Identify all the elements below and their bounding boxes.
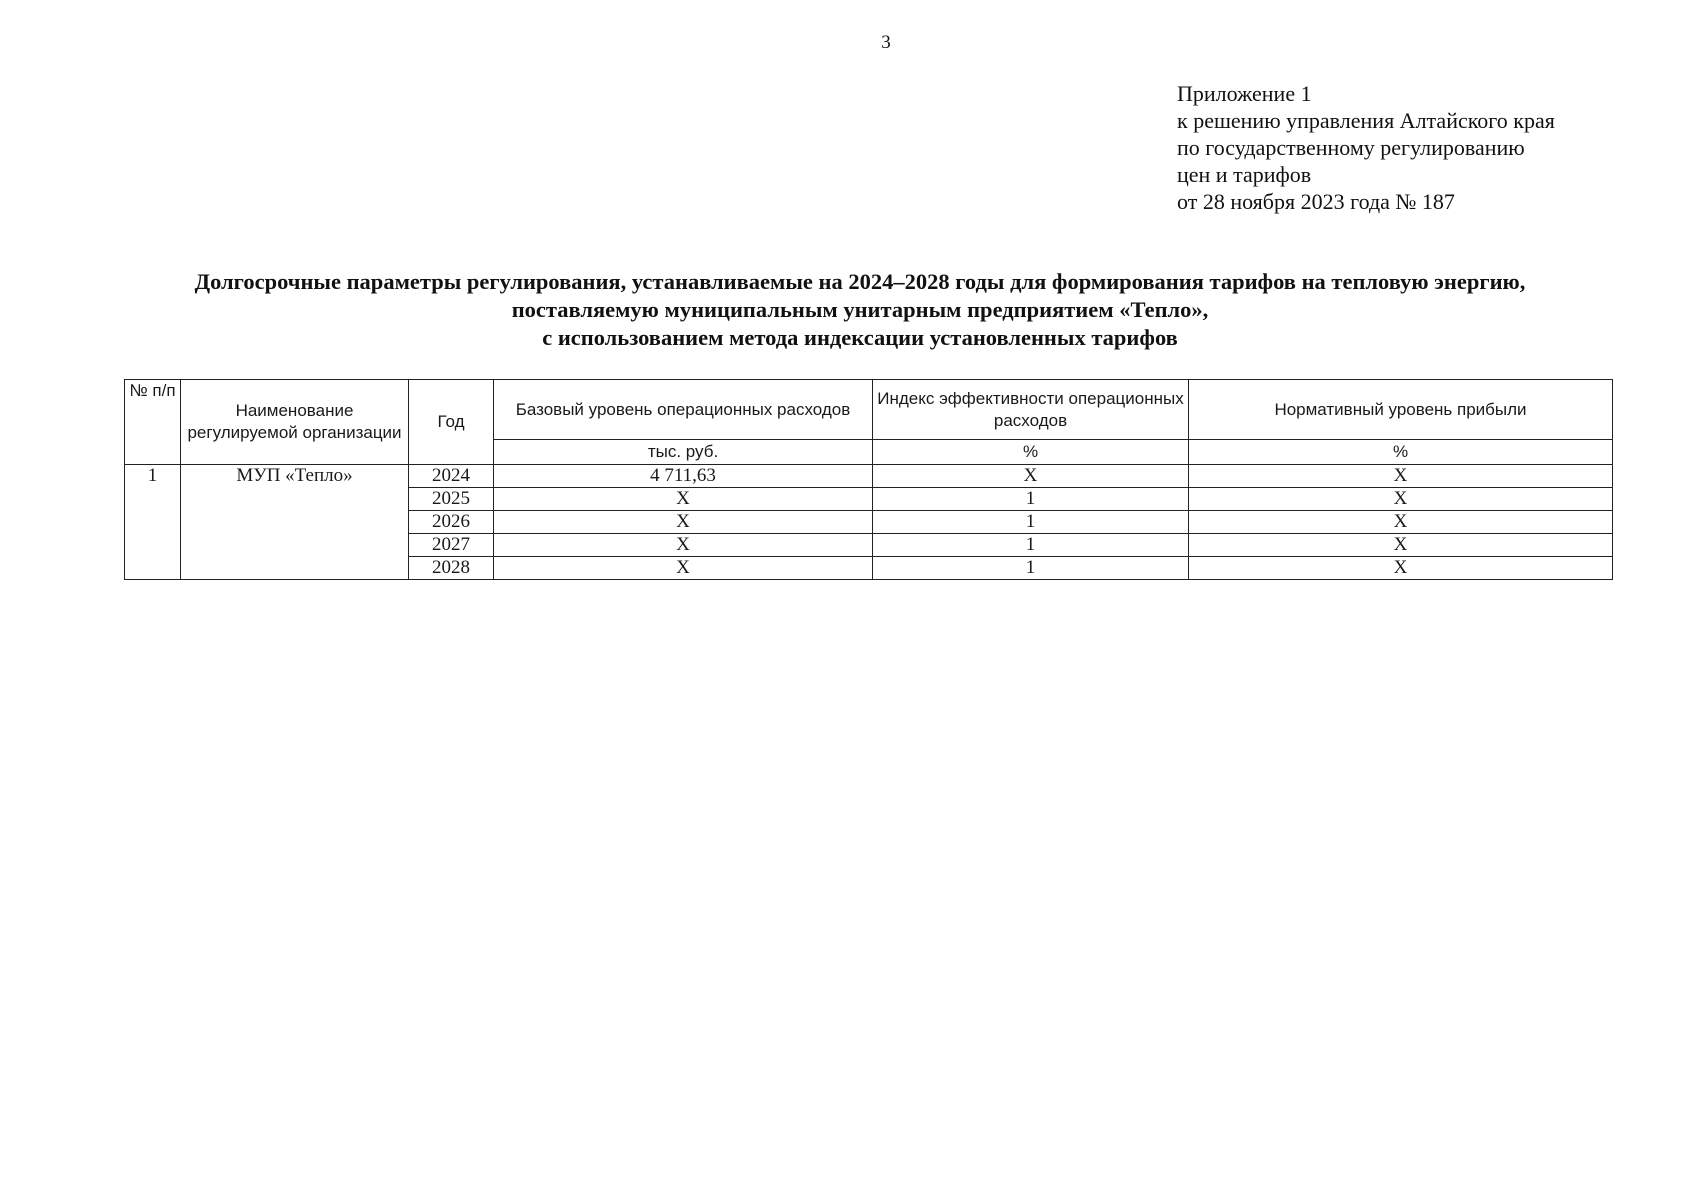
cell-base-opex: X [494, 557, 873, 580]
org-number: 1 [125, 465, 181, 580]
org-name: МУП «Тепло» [181, 465, 409, 580]
title-line: поставляемую муниципальным унитарным предприятием «Тепло», [511, 297, 1209, 322]
header-base-opex: Базовый уровень операционных расходов [494, 380, 873, 440]
cell-base-opex: 4 711,63 [494, 465, 873, 488]
cell-efficiency-index: 1 [873, 511, 1189, 534]
document-title [100, 268, 1620, 352]
cell-year: 2026 [409, 511, 494, 534]
cell-profit-level: X [1189, 557, 1613, 580]
cell-profit-level: X [1189, 534, 1613, 557]
unit-profit-level: % [1189, 440, 1613, 465]
cell-efficiency-index: 1 [873, 488, 1189, 511]
cell-profit-level: X [1189, 511, 1613, 534]
title-line: Долгосрочные параметры регулирования, устанавливаемые на 2024–2028 годы для формирования тарифов на тепловую энергию, [194, 269, 1526, 294]
header-efficiency-index: Индекс эффективности операционных расходов [873, 380, 1189, 440]
cell-year: 2028 [409, 557, 494, 580]
cell-efficiency-index: X [873, 465, 1189, 488]
cell-efficiency-index: 1 [873, 534, 1189, 557]
cell-base-opex: X [494, 488, 873, 511]
cell-profit-level: X [1189, 488, 1613, 511]
unit-efficiency-index: % [873, 440, 1189, 465]
appendix-block [1177, 80, 1555, 215]
appendix-line: по государственному регулированию [1177, 135, 1525, 160]
cell-base-opex: X [494, 511, 873, 534]
cell-year: 2027 [409, 534, 494, 557]
header-year: Год [409, 380, 494, 465]
appendix-line: Приложение 1 [1177, 81, 1312, 106]
unit-base-opex: тыс. руб. [494, 440, 873, 465]
appendix-line: от 28 ноября 2023 года № 187 [1177, 189, 1455, 214]
appendix-line: цен и тарифов [1177, 162, 1312, 187]
cell-profit-level: X [1189, 465, 1613, 488]
cell-efficiency-index: 1 [873, 557, 1189, 580]
cell-base-opex: X [494, 534, 873, 557]
table-row [125, 465, 1613, 488]
parameters-table [124, 379, 1613, 580]
cell-year: 2025 [409, 488, 494, 511]
header-organization: Наименование регулируемой организации [181, 380, 409, 465]
header-profit-level: Нормативный уровень прибыли [1189, 380, 1613, 440]
title-line: с использованием метода индексации установленных тарифов [542, 325, 1178, 350]
cell-year: 2024 [409, 465, 494, 488]
header-number: № п/п [125, 380, 181, 465]
page-number: 3 [881, 32, 891, 53]
appendix-line: к решению управления Алтайского края [1177, 108, 1555, 133]
